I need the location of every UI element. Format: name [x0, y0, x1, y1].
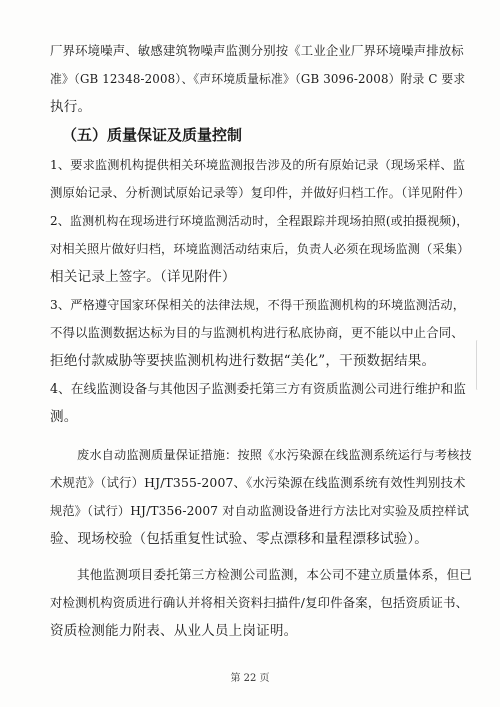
text-line: 资质检测能力附表、从业人员上岗证明。	[50, 623, 298, 639]
text-line: 1、要求监测机构提供相关环境监测报告涉及的所有原始记录（现场采样、监	[50, 158, 466, 172]
text-line: 其他监测项目委托第三方检测公司监测，本公司不建立质量体系，但已	[77, 567, 473, 582]
scan-edge-mark	[476, 340, 479, 390]
text-line: 术规范》（试行）HJ/T355-2007、《水污染源在线监测系统有效性判别技术	[50, 475, 466, 490]
text-line: 对检测机构资质进行确认并将相关资料扫描件/复印件备案，包括资质证书、	[50, 595, 469, 610]
text-line: 准》（GB 12348-2008）、《声环境质量标准》（GB 3096-2008）附录 C 要求	[50, 72, 466, 86]
text-line: 测原始记录、分析测试原始记录等）复印件，并做好归档工作。（详见附件）	[50, 185, 471, 200]
text-line: 4、在线监测设备与其他因子监测委托第三方有资质监测公司进行维护和监	[50, 381, 466, 396]
text-line: 规范》（试行）HJ/T356-2007 对自动监测设备进行方法比对实验及质控样试	[50, 504, 469, 518]
text-line: 拒绝付款威胁等要挟监测机构进行数据“美化”，干预数据结果。	[50, 353, 436, 369]
text-line: 测。	[50, 409, 78, 425]
text-line: 废水自动监测质量保证措施：按照《水污染源在线监测系统运行与考核技	[77, 448, 472, 462]
text-line: 相关记录上签字。（详见附件）	[50, 269, 236, 285]
text-line: 执行。	[50, 99, 92, 115]
text-line: 3、严格遵守国家环保相关的法律法规，不得干预监测机构的环境监测活动，	[50, 298, 466, 312]
text-line: 不得以监测数据达标为目的与监测机构进行私底协商，更不能以中止合同、	[50, 325, 464, 340]
text-line: 2、监测机构在现场进行环境监测活动时，全程跟踪并现场拍照(或拍摄视频)，	[50, 214, 469, 228]
text-line: 厂界环境噪声、敏感建筑物噪声监测分别按《工业企业厂界环境噪声排放标	[50, 43, 464, 58]
text-line: 对相关照片做好归档，环境监测活动结束后，负责人必须在现场监测（采集）	[50, 242, 470, 256]
page-number: 第 22 页	[230, 673, 270, 684]
text-line: 验、现场校验（包括重复性试验、零点漂移和量程漂移试验）。	[50, 531, 429, 547]
section-heading: （五）质量保证及质量控制	[62, 126, 243, 144]
